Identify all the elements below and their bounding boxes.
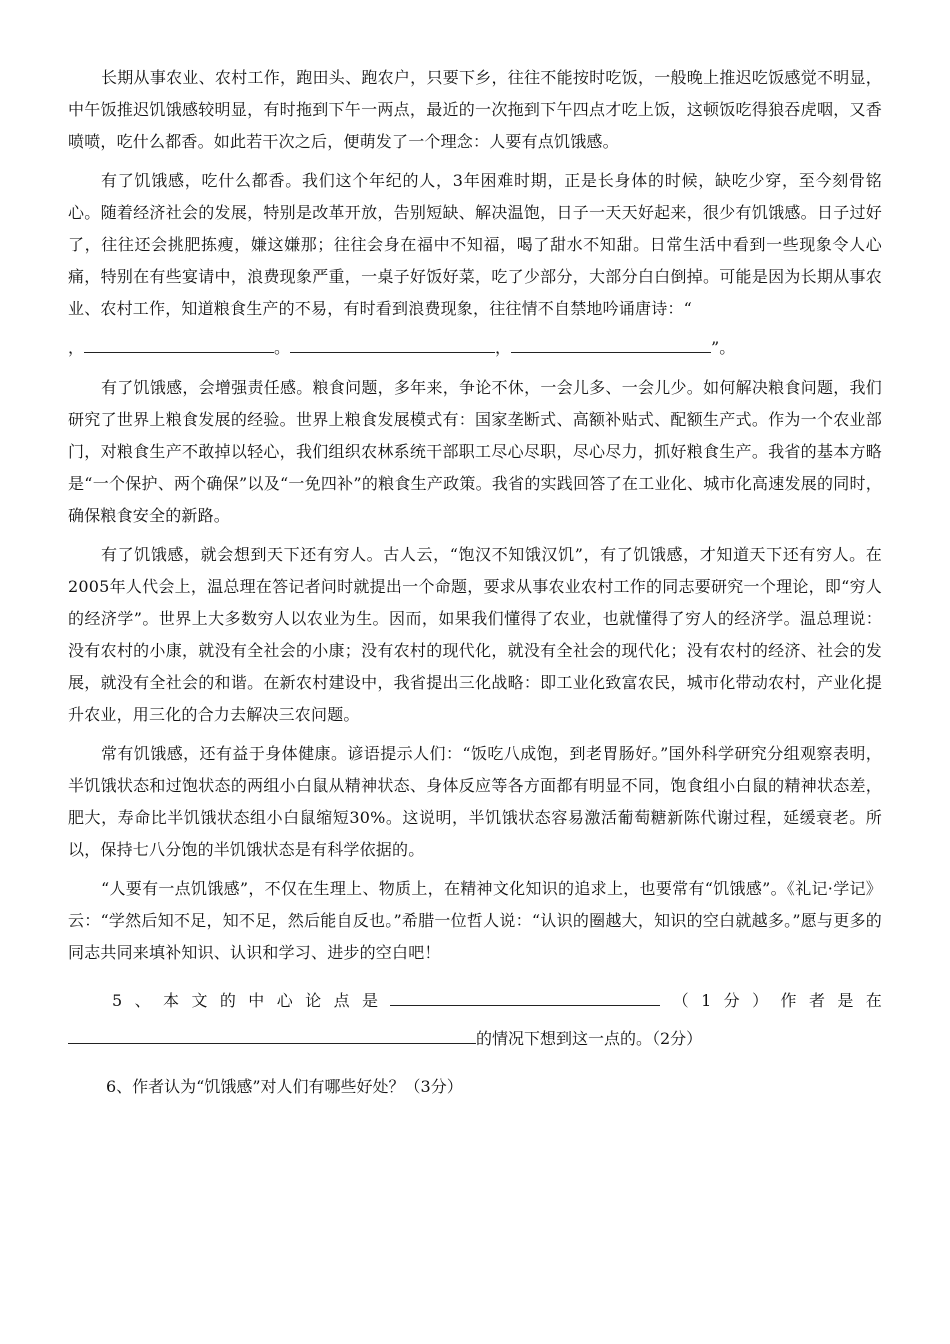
poem-fill-blanks [68, 332, 882, 364]
question-5-stem: 5、本文的中心论点是 [112, 991, 391, 1010]
question-5-score-2: 的情况下想到这一点的。（2分） [476, 1029, 703, 1048]
poem-comma-2: ， [495, 338, 512, 357]
poem-close-quote: ”。 [711, 338, 736, 357]
poem-blank-2[interactable] [290, 332, 495, 353]
paragraph-1: 长期从事农业、农村工作，跑田头、跑农户，只要下乡，往往不能按时吃饭，一般晚上推迟吃饭感觉不明显，中午饭推迟饥饿感较明显，有时拖到下午一两点，最近的一次拖到下午四点才吃上饭，这顿饭吃得狼吞虎咽，又香喷喷，吃什么都香。如此若干次之后，便萌发了一个理念：人要有点饥饿感。 [68, 68, 882, 151]
poem-period: 。 [274, 338, 291, 357]
question-5 [68, 985, 882, 1017]
question-5-answer-blank-1[interactable] [390, 985, 660, 1006]
poem-comma-1: ， [68, 338, 85, 357]
poem-blank-3[interactable] [511, 332, 711, 353]
question-5-continued [68, 1023, 882, 1055]
paragraph-6: “人要有一点饥饿感”，不仅在生理上、物质上，在精神文化知识的追求上，也要常有“饥饿感”。《礼记·学记》云：“学然后知不足，知不足，然后能自反也。”希腊一位哲人说：“认识的圈越大，知识的空白就越多。”愿与更多的同志共同来填补知识、认识和学习、进步的空白吧！ [68, 879, 882, 962]
paragraph-4: 有了饥饿感，就会想到天下还有穷人。古人云，“饱汉不知饿汉饥”，有了饥饿感，才知道天下还有穷人。在2005年人代会上，温总理在答记者问时就提出一个命题，要求从事农业农村工作的同志要研究一个理论，即“穷人的经济学”。世界上大多数穷人以农业为生。因而，如果我们懂得了农业，也就懂得了穷人的经济学。温总理说：没有农村的小康，就没有全社会的小康；没有农村的现代化，就没有全社会的现代化；没有农村的经济、社会的发展，就没有全社会的和谐。在新农村建设中，我省提出三化战略：即工业化致富农民，城市化带动农村，产业化提升农业，用三化的合力去解决三农问题。 [68, 545, 882, 724]
paragraph-5: 常有饥饿感，还有益于身体健康。谚语提示人们：“饭吃八成饱，到老胃肠好。”国外科学研究分组观察表明，半饥饿状态和过饱状态的两组小白鼠从精神状态、身体反应等各方面都有明显不同，饱食组小白鼠的精神状态差，肥大，寿命比半饥饿状态组小白鼠缩短30%。这说明，半饥饿状态容易激活葡萄糖新陈代谢过程，延缓衰老。所以，保持七八分饱的半饥饿状态是有科学依据的。 [68, 744, 882, 859]
question-5-answer-blank-2[interactable] [68, 1023, 476, 1044]
poem-blank-1[interactable] [84, 332, 274, 353]
question-5-score-1: （1分）作者是在 [660, 991, 882, 1010]
paragraph-2: 有了饥饿感，吃什么都香。我们这个年纪的人，3年困难时期，正是长身体的时候，缺吃少穿，至今刻骨铭心。随着经济社会的发展，特别是改革开放，告别短缺、解决温饱，日子一天天好起来，很少有饥饿感。日子过好了，往往还会挑肥拣瘦，嫌这嫌那；往往会身在福中不知福，喝了甜水不知甜。日常生活中看到一些现象令人心痛，特别在有些宴请中，浪费现象严重，一桌子好饭好菜，吃了少部分，大部分白白倒掉。可能是因为长期从事农业、农村工作，知道粮食生产的不易，有时看到浪费现象，往往情不自禁地吟诵唐诗：“ [68, 171, 882, 318]
paragraph-3: 有了饥饿感，会增强责任感。粮食问题，多年来，争论不休，一会儿多、一会儿少。如何解决粮食问题，我们研究了世界上粮食发展的经验。世界上粮食发展模式有：国家垄断式、高额补贴式、配额生产式。作为一个农业部门，对粮食生产不敢掉以轻心，我们组织农林系统干部职工尽心尽职，尽心尽力，抓好粮食生产。我省的基本方略是“一个保护、两个确保”以及“一免四补”的粮食生产政策。我省的实践回答了在工业化、城市化高速发展的同时，确保粮食安全的新路。 [68, 378, 882, 525]
question-6: 6、作者认为“饥饿感”对人们有哪些好处？（3分） [106, 1077, 463, 1096]
